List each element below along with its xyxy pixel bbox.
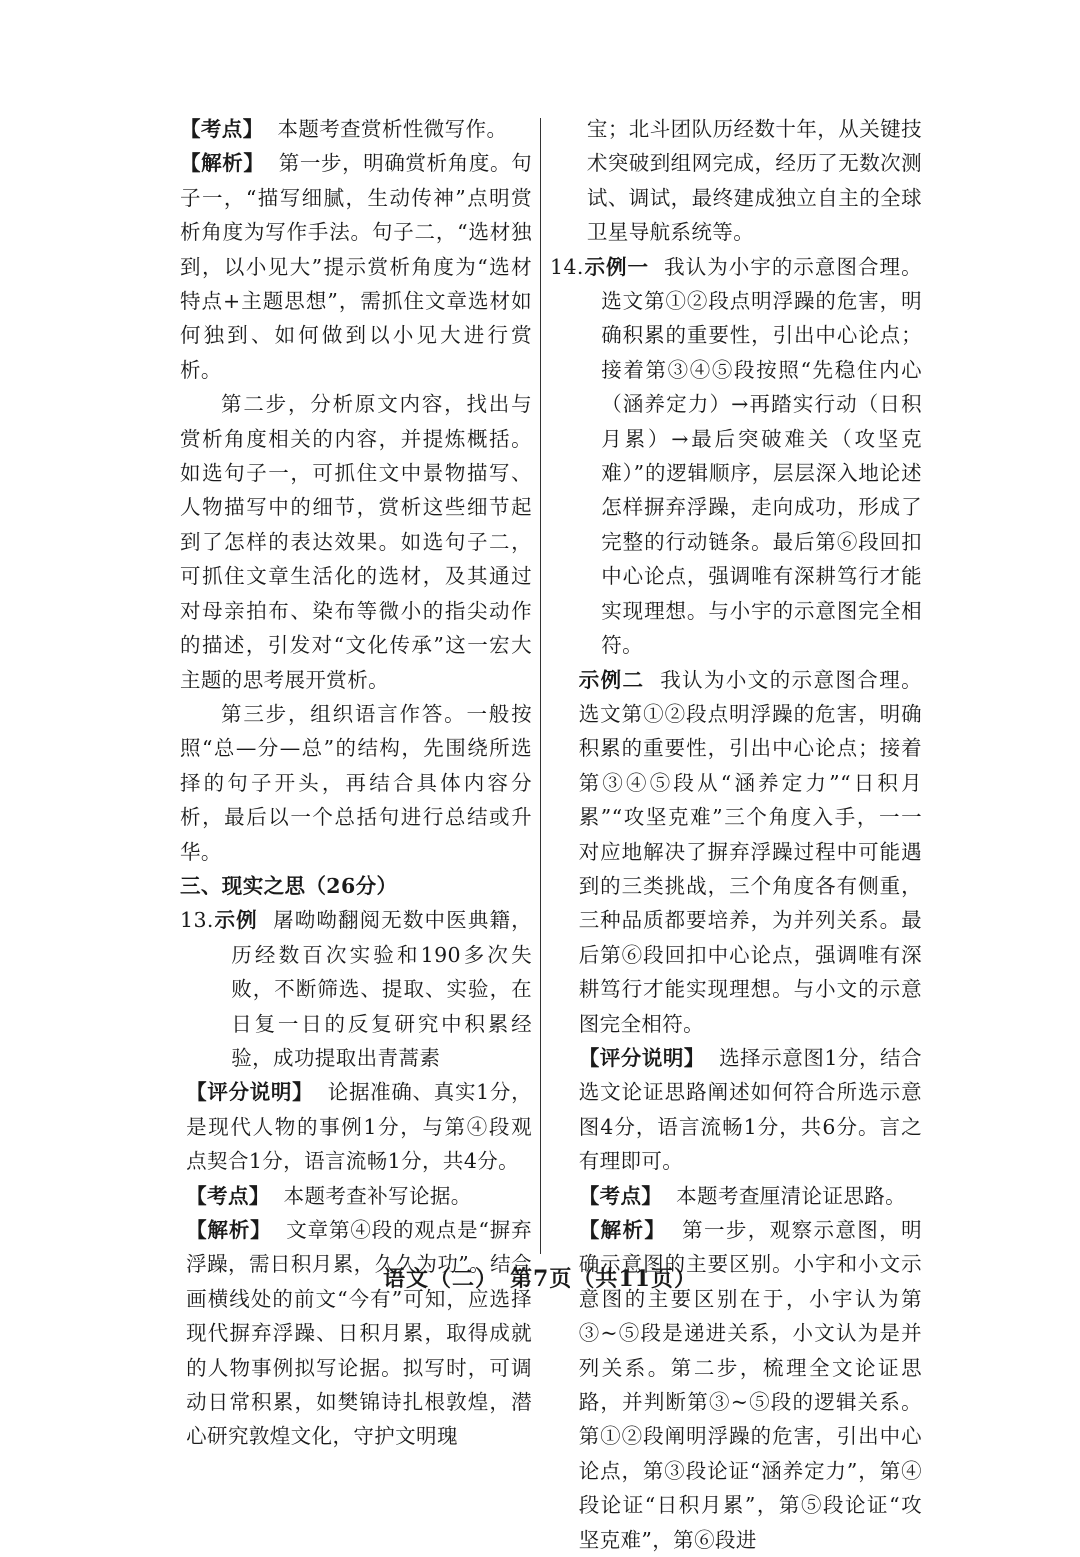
q13-kaodian-label: 【考点】: [186, 1183, 270, 1208]
q14-score-text: 选择示意图1分，结合选文论证思路阐述如何符合所选示意图4分，语言流畅1分，共6分。言之有理即可。: [578, 1045, 922, 1174]
q13-answer: [180, 903, 532, 1075]
jiexi-text: 第一步，明确赏析角度。句子一，“描写细腻，生动传神”点明赏析角度为写作手法。句子二，“选材独到，以小见大”提示赏析角度为“选材特点+主题思想”，需抓住文章选材如何独到、如何做到以小见大进行赏析。: [180, 151, 532, 382]
q14-example-two-text: 我认为小文的示意图合理。选文第①②段点明浮躁的危害，明确积累的重要性，引出中心论点；接着第③④⑤段从“涵养定力”“日积月累”“攻坚克难”三个角度入手，一一对应地解决了摒弃浮躁过程中可能遇到的三类挑战，三个角度各有侧重，三种品质都要培养，为并列关系。最后第⑥段回扣中心论点，强调唯有深耕笃行才能实现理想。与小文的示意图完全相符。: [578, 667, 922, 1036]
step2-paragraph: 第二步，分析原文内容，找出与赏析角度相关的内容，并提炼概括。如选句子一，可抓住文中景物描写、人物描写中的细节，赏析这些细节起到了怎样的表达效果。如选句子二，可抓住文章生活化的选材，及其通过对母亲拍布、染布等微小的指尖动作的描述，引发对“文化传承”这一宏大主题的思考展开赏析。: [180, 392, 532, 692]
q13-score-paragraph: [180, 1075, 532, 1178]
step3-paragraph: 第三步，组织语言作答。一般按照“总—分—总”的结构，先围绕所选择的句子开头，再结合具体内容分析，最后以一个总括句进行总结或升华。: [180, 701, 532, 864]
q14-number: 14.: [550, 254, 584, 279]
q13-example-label: 示例: [213, 908, 258, 933]
section-heading: 三、现实之思（26分）: [180, 873, 398, 898]
q13-jiexi-text: 文章第④段的观点是“摒弃浮躁，需日积月累，久久为功”。结合画横线处的前文“今有”可知，应选择现代摒弃浮躁、日积月累，取得成就的人物事例拟写论据。拟写时，可调动日常积累，如樊锦诗扎根敦煌，潜心研究敦煌文化，守护文明瑰: [186, 1218, 532, 1449]
column-divider: [540, 118, 541, 1254]
q13-score-label: 【评分说明】: [186, 1080, 314, 1105]
q14-kaodian-paragraph: [550, 1179, 922, 1213]
q14-example-two-label: 示例二: [578, 667, 645, 692]
q14-example-one: [550, 250, 922, 663]
q13-jiexi-paragraph: [180, 1213, 532, 1454]
jiexi-label: 【解析】: [180, 151, 265, 176]
q13-jiexi-label: 【解析】: [186, 1218, 272, 1242]
q14-jiexi-label: 【解析】: [578, 1218, 667, 1242]
kaodian-label: 【考点】: [180, 117, 264, 141]
q13-kaodian-paragraph: [180, 1179, 532, 1213]
q14-example-one-text: 我认为小宇的示意图合理。选文第①②段点明浮躁的危害，明确积累的重要性，引出中心论点；接着第③④⑤段按照“先稳住内心（涵养定力）→再踏实行动（日积月累）→最后突破难关（攻坚克难）”的逻辑顺序，层层深入地论述怎样摒弃浮躁，走向成功，形成了完整的行动链条。最后第⑥段回扣中心论点，强调唯有深耕笃行才能实现理想。与小宇的示意图完全相符。: [601, 254, 922, 658]
q13-example-text: 屠呦呦翻阅无数中医典籍，历经数百次实验和190多次失败，不断筛选、提取、实验，在日复一日的反复研究中积累经验，成功提取出青蒿素: [231, 908, 532, 1070]
q14-example-two: [550, 663, 922, 1041]
q14-jiexi-text: 第一步，观察示意图，明确示意图的主要区别。小宇和小文示意图的主要区别在于，小宇认为第③~⑤段是递进关系，小文认为是并列关系。第二步，梳理全文论证思路，并判断第③~⑤段的逻辑关系。第①②段阐明浮躁的危害，引出中心论点，第③段论证“涵养定力”，第④段论证“日积月累”，第⑤段论证“攻坚克难”，第⑥段进: [578, 1218, 922, 1552]
right-column: [550, 112, 922, 1557]
q13-kaodian-text: 本题考查补写论据。: [283, 1183, 472, 1208]
page-footer: 语文（二） 第7页（共11页）: [383, 1266, 697, 1292]
q13-continuation: 宝；北斗团队历经数十年，从关键技术突破到组网完成，经历了无数次测试、调试，最终建成独立自主的全球卫星导航系统等。: [586, 117, 922, 245]
q13-score-text: 论据准确、真实1分，是现代人物的事例1分，与第④段观点契合1分，语言流畅1分，共4分。: [186, 1080, 532, 1174]
q14-kaodian-label: 【考点】: [578, 1183, 663, 1208]
kaodian-paragraph: [180, 112, 532, 146]
q14-score-label: 【评分说明】: [578, 1045, 705, 1070]
q14-example-one-label: 示例一: [583, 254, 650, 279]
jiexi-paragraph: [180, 146, 532, 387]
left-column: [180, 112, 532, 1454]
q13-number: 13.: [180, 908, 214, 933]
kaodian-text: 本题考查赏析性微写作。: [277, 117, 508, 141]
q14-score-paragraph: [550, 1041, 922, 1179]
q14-kaodian-text: 本题考查厘清论证思路。: [676, 1183, 907, 1208]
